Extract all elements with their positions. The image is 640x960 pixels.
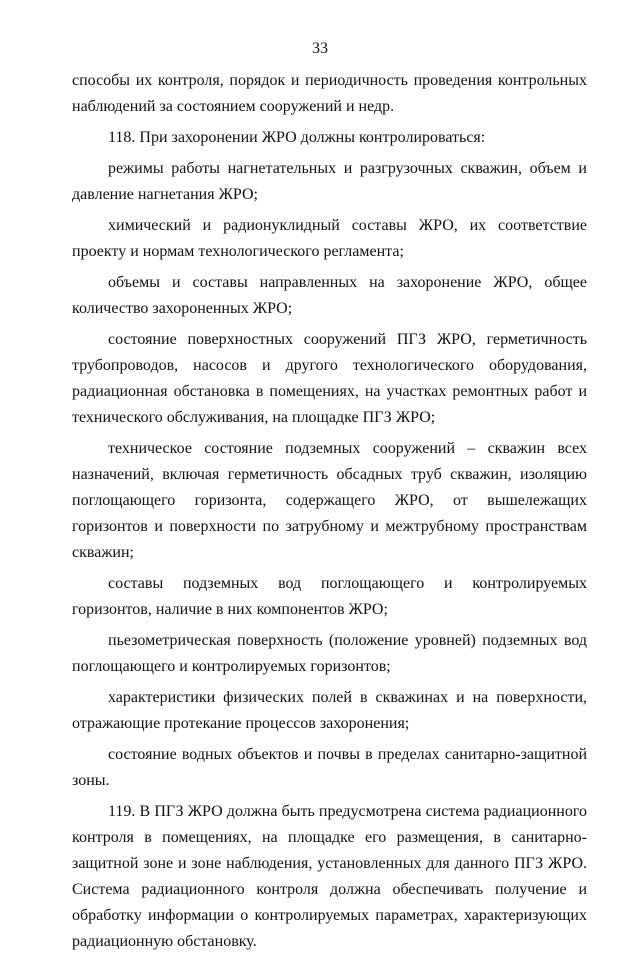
section-heading-118: 118. При захоронении ЖРО должны контролироваться:: [108, 129, 486, 146]
list-item: составы подземных вод поглощающего и контролируемых горизонтов, наличие в них компонентов ЖРО;: [72, 575, 587, 618]
paragraph: способы их контроля, порядок и периодичность проведения контрольных наблюдений за состоянием сооружений и недр.: [72, 72, 587, 115]
list-item: химический и радионуклидный составы ЖРО, их соответствие проекту и нормам технологического регламента;: [72, 217, 587, 260]
list-item: характеристики физических полей в скважинах и на поверхности, отражающие протекание процессов захоронения;: [72, 689, 587, 732]
list-item: состояние поверхностных сооружений ПГЗ ЖРО, герметичность трубопроводов, насосов и другого технологического оборудования, радиационная обстановка в помещениях, на участках ремонтных работ и технического обслуживания, на площадке ПГЗ ЖРО;: [72, 331, 587, 426]
document-body: [72, 68, 587, 960]
page-number: 33: [312, 40, 328, 57]
list-item: пьезометрическая поверхность (положение уровней) подземных вод поглощающего и контролируемых горизонтов;: [72, 632, 587, 675]
list-item: режимы работы нагнетательных и разгрузочных скважин, объем и давление нагнетания ЖРО;: [72, 160, 587, 203]
list-item: объемы и составы направленных на захоронение ЖРО, общее количество захороненных ЖРО;: [72, 274, 587, 317]
list-item: состояние водных объектов и почвы в пределах санитарно-защитной зоны.: [72, 746, 587, 789]
section-paragraph-119: 119. В ПГЗ ЖРО должна быть предусмотрена система радиационного контроля в помещениях, на площадке его размещения, в санитарно-защитной зоне и зоне наблюдения, установленных для данного ПГЗ ЖРО. Система радиационного контроля должна обеспечивать получение и обработку информации о контролируемых параметрах, характеризующих радиационную обстановку.: [72, 803, 587, 950]
list-item: техническое состояние подземных сооружений – скважин всех назначений, включая герметичность обсадных труб скважин, изоляцию поглощающего горизонта, содержащего ЖРО, от вышележащих горизонтов и поверхности по затрубному и межтрубному пространствам скважин;: [72, 440, 587, 561]
